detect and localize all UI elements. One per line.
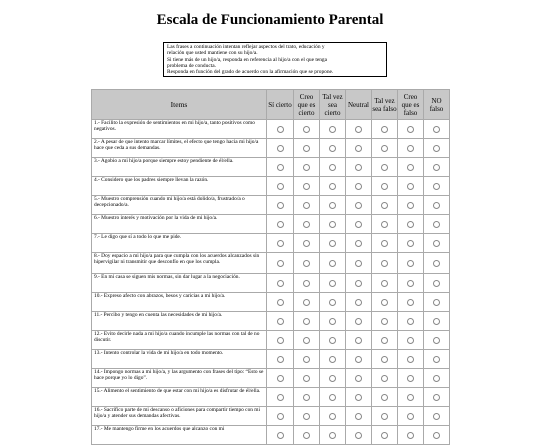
option-cell — [267, 196, 294, 215]
radio-button[interactable] — [433, 299, 440, 306]
radio-button[interactable] — [355, 356, 362, 363]
radio-button[interactable] — [329, 337, 336, 344]
item-text: 13.- Intento controlar la vida de mi hijo/a en todo momento. — [92, 350, 267, 369]
option-cell — [424, 234, 450, 253]
instructions-line: Si tiene más de un hijo/a, responda en referencia al hijo/a con el que tenga — [167, 56, 328, 63]
radio-button[interactable] — [303, 126, 310, 133]
radio-button[interactable] — [381, 260, 388, 267]
table-row — [92, 177, 450, 196]
option-cell — [346, 274, 372, 293]
option-cell — [267, 215, 294, 234]
radio-button[interactable] — [407, 299, 414, 306]
radio-button[interactable] — [277, 356, 284, 363]
radio-button[interactable] — [277, 145, 284, 152]
item-text: 3.- Agobio a mi hijo/a porque siempre estoy pendiente de él/ella. — [92, 158, 267, 177]
option-cell — [320, 177, 346, 196]
option-cell — [294, 407, 320, 426]
option-cell — [346, 196, 372, 215]
radio-button[interactable] — [303, 337, 310, 344]
option-cell — [372, 331, 398, 350]
option-cell — [424, 331, 450, 350]
option-cell — [267, 388, 294, 407]
radio-button[interactable] — [329, 413, 336, 420]
radio-button[interactable] — [407, 260, 414, 267]
item-text: 9.- En mi casa se siguen mis normas, sin dar lugar a la negociación. — [92, 274, 267, 293]
option-cell — [424, 120, 450, 139]
option-cell — [294, 274, 320, 293]
item-text: 15.- Alimento el sentimiento de que estar con mi hijo/a es disfrutar de él/ella. — [92, 388, 267, 407]
radio-button[interactable] — [329, 202, 336, 209]
option-cell — [346, 120, 372, 139]
option-cell — [294, 120, 320, 139]
column-header-si-cierto: Sí cierto — [267, 90, 294, 120]
option-cell — [294, 426, 320, 445]
radio-button[interactable] — [303, 145, 310, 152]
option-cell — [294, 196, 320, 215]
option-cell — [372, 120, 398, 139]
option-cell — [398, 369, 424, 388]
radio-button[interactable] — [303, 240, 310, 247]
option-cell — [267, 234, 294, 253]
option-cell — [398, 274, 424, 293]
option-cell — [372, 158, 398, 177]
radio-button[interactable] — [355, 240, 362, 247]
item-text: 6.- Muestro interés y motivación por la vida de mi hijo/a. — [92, 215, 267, 234]
radio-button[interactable] — [277, 280, 284, 287]
radio-button[interactable] — [407, 202, 414, 209]
option-cell — [346, 388, 372, 407]
radio-button[interactable] — [355, 221, 362, 228]
radio-button[interactable] — [407, 126, 414, 133]
option-cell — [267, 139, 294, 158]
radio-button[interactable] — [303, 356, 310, 363]
radio-button[interactable] — [433, 280, 440, 287]
option-cell — [294, 293, 320, 312]
radio-button[interactable] — [381, 221, 388, 228]
radio-button[interactable] — [303, 221, 310, 228]
table-body — [92, 120, 450, 445]
radio-button[interactable] — [277, 432, 284, 439]
radio-button[interactable] — [329, 145, 336, 152]
option-cell — [424, 293, 450, 312]
item-text: 17.- Me mantengo firme en los acuerdos que alcanzo con mi — [92, 426, 267, 445]
radio-button[interactable] — [433, 221, 440, 228]
radio-button[interactable] — [407, 318, 414, 325]
radio-button[interactable] — [329, 394, 336, 401]
option-cell — [424, 388, 450, 407]
option-cell — [398, 426, 424, 445]
instructions-line: Responda en función del grado de acuerdo con la afirmación que se propone. — [167, 69, 334, 76]
radio-button[interactable] — [355, 318, 362, 325]
option-cell — [424, 139, 450, 158]
radio-button[interactable] — [303, 183, 310, 190]
option-cell — [346, 350, 372, 369]
item-text: 16.- Sacrifico parte de mi descanso o aficiones para compartir tiempo con mi hijo/a y atender sus demandas afectivas. — [92, 407, 267, 426]
radio-button[interactable] — [329, 280, 336, 287]
radio-button[interactable] — [381, 240, 388, 247]
table-header-row — [92, 90, 450, 120]
radio-button[interactable] — [381, 280, 388, 287]
table-row — [92, 120, 450, 139]
item-text: 2.- A pesar de que intento marcar límites, el efecto que tengo hacia mi hijo/a hace que ceda a sus demandas. — [92, 139, 267, 158]
option-cell — [424, 215, 450, 234]
radio-button[interactable] — [303, 280, 310, 287]
radio-button[interactable] — [381, 413, 388, 420]
radio-button[interactable] — [329, 126, 336, 133]
option-cell — [320, 369, 346, 388]
radio-button[interactable] — [355, 183, 362, 190]
item-text: 11.- Percibo y tengo en cuenta las necesidades de mi hijo/a. — [92, 312, 267, 331]
radio-button[interactable] — [329, 221, 336, 228]
radio-button[interactable] — [277, 394, 284, 401]
table-row — [92, 215, 450, 234]
table-row — [92, 312, 450, 331]
radio-button[interactable] — [329, 299, 336, 306]
option-cell — [372, 274, 398, 293]
radio-button[interactable] — [433, 260, 440, 267]
option-cell — [372, 407, 398, 426]
radio-button[interactable] — [277, 375, 284, 382]
column-header-tal-vez-cierto: Tal vez sea cierto — [320, 90, 346, 120]
radio-button[interactable] — [355, 164, 362, 171]
option-cell — [372, 253, 398, 274]
table-row — [92, 158, 450, 177]
radio-button[interactable] — [329, 318, 336, 325]
radio-button[interactable] — [433, 202, 440, 209]
option-cell — [267, 350, 294, 369]
option-cell — [372, 177, 398, 196]
column-header-creo-cierto: Creo que es cierto — [294, 90, 320, 120]
option-cell — [372, 388, 398, 407]
radio-button[interactable] — [407, 164, 414, 171]
option-cell — [320, 215, 346, 234]
radio-button[interactable] — [433, 394, 440, 401]
instructions-line: Las frases a continuación intentan reflejar aspectos del trato, educación y — [167, 44, 325, 50]
option-cell — [372, 369, 398, 388]
radio-button[interactable] — [355, 337, 362, 344]
radio-button[interactable] — [303, 432, 310, 439]
option-cell — [398, 293, 424, 312]
radio-button[interactable] — [433, 126, 440, 133]
option-cell — [398, 331, 424, 350]
radio-button[interactable] — [303, 164, 310, 171]
radio-button[interactable] — [433, 356, 440, 363]
radio-button[interactable] — [407, 375, 414, 382]
option-cell — [267, 293, 294, 312]
option-cell — [267, 177, 294, 196]
option-cell — [372, 312, 398, 331]
option-cell — [424, 369, 450, 388]
option-cell — [320, 312, 346, 331]
radio-button[interactable] — [355, 413, 362, 420]
instructions-line: relación que usted mantiene con su hijo/a. — [167, 50, 258, 57]
column-header-neutral: Neutral — [346, 90, 372, 120]
radio-button[interactable] — [381, 337, 388, 344]
radio-button[interactable] — [355, 260, 362, 267]
column-header-no-falso: NO falso — [424, 90, 450, 120]
radio-button[interactable] — [407, 356, 414, 363]
radio-button[interactable] — [433, 164, 440, 171]
instructions-line: problema de conducta. — [167, 62, 216, 69]
option-cell — [346, 177, 372, 196]
option-cell — [267, 120, 294, 139]
option-cell — [424, 158, 450, 177]
table-row — [92, 350, 450, 369]
radio-button[interactable] — [355, 280, 362, 287]
option-cell — [372, 350, 398, 369]
option-cell — [267, 253, 294, 274]
radio-button[interactable] — [329, 375, 336, 382]
radio-button[interactable] — [381, 164, 388, 171]
radio-button[interactable] — [277, 126, 284, 133]
option-cell — [424, 274, 450, 293]
option-cell — [398, 407, 424, 426]
option-cell — [346, 158, 372, 177]
option-cell — [294, 158, 320, 177]
radio-button[interactable] — [355, 145, 362, 152]
option-cell — [294, 215, 320, 234]
option-cell — [320, 407, 346, 426]
item-text: 5.- Muestro comprensión cuando mi hijo/a está dolido/a, frustrado/a o decepcionado/a. — [92, 196, 267, 215]
item-text: 7.- Le digo que sí a todo lo que me pide. — [92, 234, 267, 253]
radio-button[interactable] — [329, 240, 336, 247]
radio-button[interactable] — [277, 337, 284, 344]
radio-button[interactable] — [277, 221, 284, 228]
option-cell — [294, 369, 320, 388]
item-text: 12.- Evito decirle nada a mi hijo/a cuando incumple las normas con tal de no discutir. — [92, 331, 267, 350]
option-cell — [424, 177, 450, 196]
radio-button[interactable] — [407, 221, 414, 228]
radio-button[interactable] — [303, 394, 310, 401]
radio-button[interactable] — [303, 318, 310, 325]
option-cell — [267, 312, 294, 331]
option-cell — [267, 331, 294, 350]
option-cell — [320, 234, 346, 253]
radio-button[interactable] — [355, 394, 362, 401]
item-text: 8.- Doy espacio a mi hijo/a para que cumpla con los acuerdos alcanzados sin hipervigilar ni transmitir que desconfío en que los cumpla. — [92, 253, 267, 274]
radio-button[interactable] — [407, 413, 414, 420]
table-row — [92, 407, 450, 426]
radio-button[interactable] — [355, 432, 362, 439]
radio-button[interactable] — [381, 299, 388, 306]
option-cell — [398, 177, 424, 196]
option-cell — [267, 369, 294, 388]
radio-button[interactable] — [381, 318, 388, 325]
option-cell — [398, 312, 424, 331]
radio-button[interactable] — [303, 202, 310, 209]
radio-button[interactable] — [277, 299, 284, 306]
radio-button[interactable] — [277, 202, 284, 209]
item-text: 10.- Expreso afecto con abrazos, besos y caricias a mi hijo/a. — [92, 293, 267, 312]
option-cell — [320, 331, 346, 350]
radio-button[interactable] — [277, 318, 284, 325]
radio-button[interactable] — [381, 432, 388, 439]
table-row — [92, 274, 450, 293]
column-header-items: Items — [92, 90, 267, 120]
table-row — [92, 331, 450, 350]
option-cell — [320, 196, 346, 215]
option-cell — [398, 388, 424, 407]
table-row — [92, 369, 450, 388]
option-cell — [294, 350, 320, 369]
radio-button[interactable] — [407, 280, 414, 287]
option-cell — [398, 120, 424, 139]
radio-button[interactable] — [277, 183, 284, 190]
option-cell — [267, 274, 294, 293]
column-header-tal-vez-falso: Tal vez sea falso — [372, 90, 398, 120]
radio-button[interactable] — [407, 240, 414, 247]
radio-button[interactable] — [277, 413, 284, 420]
radio-button[interactable] — [329, 432, 336, 439]
option-cell — [320, 426, 346, 445]
option-cell — [398, 196, 424, 215]
option-cell — [294, 331, 320, 350]
option-cell — [320, 253, 346, 274]
option-cell — [398, 139, 424, 158]
radio-button[interactable] — [433, 145, 440, 152]
option-cell — [346, 253, 372, 274]
radio-button[interactable] — [303, 299, 310, 306]
option-cell — [346, 293, 372, 312]
table-row — [92, 139, 450, 158]
table-row — [92, 196, 450, 215]
option-cell — [294, 234, 320, 253]
radio-button[interactable] — [433, 337, 440, 344]
radio-button[interactable] — [355, 299, 362, 306]
radio-button[interactable] — [381, 145, 388, 152]
radio-button[interactable] — [381, 183, 388, 190]
option-cell — [320, 350, 346, 369]
radio-button[interactable] — [303, 260, 310, 267]
item-text: 14.- Impongo normas a mi hijo/a, y las argumento con frases del tipo: “Esto se hace porque yo lo digo”. — [92, 369, 267, 388]
instructions-box — [163, 42, 387, 77]
option-cell — [346, 407, 372, 426]
radio-button[interactable] — [277, 260, 284, 267]
option-cell — [346, 312, 372, 331]
option-cell — [372, 215, 398, 234]
option-cell — [346, 426, 372, 445]
radio-button[interactable] — [303, 413, 310, 420]
option-cell — [372, 293, 398, 312]
radio-button[interactable] — [407, 432, 414, 439]
table-row — [92, 293, 450, 312]
radio-button[interactable] — [329, 164, 336, 171]
option-cell — [398, 234, 424, 253]
radio-button[interactable] — [433, 413, 440, 420]
option-cell — [346, 215, 372, 234]
option-cell — [346, 139, 372, 158]
option-cell — [294, 388, 320, 407]
radio-button[interactable] — [355, 375, 362, 382]
option-cell — [398, 253, 424, 274]
option-cell — [346, 369, 372, 388]
radio-button[interactable] — [381, 126, 388, 133]
radio-button[interactable] — [407, 394, 414, 401]
page-title: Escala de Funcionamiento Parental — [156, 12, 384, 28]
option-cell — [320, 158, 346, 177]
option-cell — [267, 158, 294, 177]
option-cell — [294, 177, 320, 196]
radio-button[interactable] — [407, 183, 414, 190]
radio-button[interactable] — [329, 356, 336, 363]
option-cell — [320, 120, 346, 139]
option-cell — [294, 312, 320, 331]
radio-button[interactable] — [277, 240, 284, 247]
option-cell — [372, 426, 398, 445]
radio-button[interactable] — [277, 164, 284, 171]
radio-button[interactable] — [381, 375, 388, 382]
option-cell — [372, 196, 398, 215]
option-cell — [398, 215, 424, 234]
option-cell — [424, 253, 450, 274]
option-cell — [398, 350, 424, 369]
radio-button[interactable] — [381, 202, 388, 209]
radio-button[interactable] — [381, 394, 388, 401]
table-row — [92, 426, 450, 445]
option-cell — [267, 426, 294, 445]
radio-button[interactable] — [355, 202, 362, 209]
radio-button[interactable] — [407, 145, 414, 152]
option-cell — [372, 234, 398, 253]
radio-button[interactable] — [433, 375, 440, 382]
option-cell — [320, 139, 346, 158]
option-cell — [346, 234, 372, 253]
radio-button[interactable] — [407, 337, 414, 344]
option-cell — [320, 293, 346, 312]
option-cell — [267, 407, 294, 426]
option-cell — [320, 274, 346, 293]
option-cell — [424, 350, 450, 369]
option-cell — [346, 331, 372, 350]
radio-button[interactable] — [433, 240, 440, 247]
radio-button[interactable] — [433, 318, 440, 325]
option-cell — [372, 139, 398, 158]
item-text: 4.- Considero que los padres siempre llevan la razón. — [92, 177, 267, 196]
option-cell — [320, 388, 346, 407]
table-row — [92, 253, 450, 274]
radio-button[interactable] — [329, 183, 336, 190]
option-cell — [294, 139, 320, 158]
scale-table — [91, 89, 450, 445]
radio-button[interactable] — [381, 356, 388, 363]
radio-button[interactable] — [433, 183, 440, 190]
radio-button[interactable] — [303, 375, 310, 382]
radio-button[interactable] — [433, 432, 440, 439]
table-row — [92, 388, 450, 407]
option-cell — [294, 253, 320, 274]
column-header-creo-falso: Creo que es falso — [398, 90, 424, 120]
option-cell — [424, 196, 450, 215]
radio-button[interactable] — [329, 260, 336, 267]
option-cell — [398, 158, 424, 177]
table-row — [92, 234, 450, 253]
radio-button[interactable] — [355, 126, 362, 133]
option-cell — [424, 407, 450, 426]
item-text: 1.- Facilito la expresión de sentimientos en mi hijo/a, tanto positivos como negativos. — [92, 120, 267, 139]
option-cell — [424, 312, 450, 331]
option-cell — [424, 426, 450, 445]
